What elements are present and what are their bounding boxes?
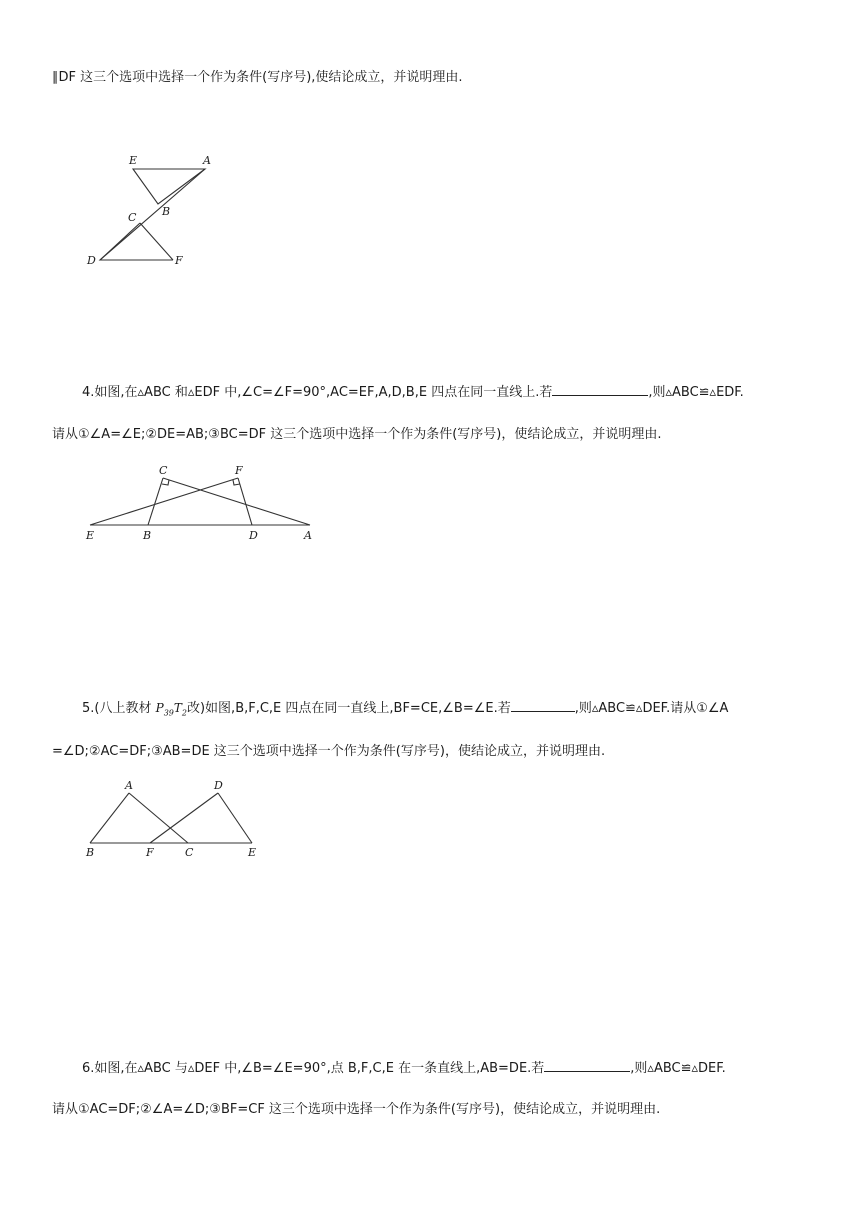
q5-text-part2: ,则▵ABC≌▵DEF.请从①∠A — [574, 701, 729, 716]
q3-label-d: D — [87, 254, 96, 267]
q5-label-c: C — [185, 846, 194, 859]
q5-task-letter: T — [173, 701, 182, 715]
q4-label-c: C — [159, 464, 168, 477]
q3-line-a-d — [100, 169, 205, 260]
q3-label-f: F — [175, 254, 183, 267]
q5-textbook-page — [155, 701, 187, 718]
q5-line-a-c — [129, 793, 188, 843]
q3-label-e: E — [129, 154, 138, 167]
q3-figure — [80, 150, 210, 270]
q5-task-number: 2 — [181, 708, 187, 718]
q4-label-d: D — [249, 529, 258, 542]
q4-label-f: F — [235, 464, 243, 477]
q6-text-line2: 请从①AC=DF;②∠A=∠D;③BF=CF 这三个选项中选择一个作为条件(写序号)，使结论成立，并说明理由. — [52, 1102, 661, 1117]
q3-label-a: A — [203, 154, 211, 167]
q3-line-c-f — [140, 223, 173, 260]
q4-figure — [80, 462, 330, 544]
q4-text-part2: ,则▵ABC≌▵EDF. — [648, 385, 744, 400]
q4-label-b: B — [143, 529, 152, 542]
q5-label-f: F — [146, 846, 154, 859]
q5-line2 — [52, 742, 605, 762]
q5-page-letter: P — [155, 701, 164, 715]
q4-line-c-b — [148, 478, 163, 525]
q5-answer-blank[interactable] — [511, 697, 575, 712]
q4-line-f-d — [238, 478, 252, 525]
q5-line-a-b — [90, 793, 129, 843]
q4-line-e-f — [90, 478, 238, 525]
q4-right-angle-c — [162, 480, 169, 485]
q6-line2 — [52, 1100, 660, 1120]
q4-line2 — [52, 425, 662, 445]
q6-answer-blank[interactable] — [544, 1057, 630, 1072]
q3-label-c: C — [128, 211, 137, 224]
q5-figure — [80, 776, 270, 860]
q5-page-number: 39 — [163, 708, 174, 718]
q6-text-part2: ,则▵ABC≌▵DEF. — [630, 1061, 726, 1076]
q5-label-b: B — [86, 846, 95, 859]
q5-text-line2: =∠D;②AC=DF;③AB=DE 这三个选项中选择一个作为条件(写序号)，使结论成立，并说明理由. — [52, 744, 606, 759]
q5-line-d-e — [218, 793, 252, 843]
q5-text-prefix: 5.(八上教材 — [82, 701, 156, 716]
q4-answer-blank[interactable] — [552, 381, 648, 396]
q3-label-b: B — [162, 205, 171, 218]
q5-label-d: D — [214, 779, 223, 792]
q3-text-tail: ∥DF 这三个选项中选择一个作为条件(写序号),使结论成立，并说明理由. — [52, 70, 463, 85]
q3-triangle-top — [133, 169, 205, 204]
q5-label-a: A — [125, 779, 133, 792]
q3-text — [52, 68, 463, 88]
q4-label-e: E — [86, 529, 95, 542]
q5-label-e: E — [248, 846, 257, 859]
q5-text-part1: 改)如图,B,F,C,E 四点在同一直线上,BF=CE,∠B=∠E.若 — [186, 701, 511, 716]
q4-text-line2: 请从①∠A=∠E;②DE=AB;③BC=DF 这三个选项中选择一个作为条件(写序号)，使结论成立，并说明理由. — [52, 427, 662, 442]
q6-line1 — [82, 1057, 726, 1079]
q6-text-part1: 6.如图,在▵ABC 与▵DEF 中,∠B=∠E=90°,点 B,F,C,E 在一条直线上,AB=DE.若 — [82, 1061, 545, 1076]
q5-line1 — [82, 697, 728, 723]
q4-label-a: A — [304, 529, 312, 542]
q5-line-d-f — [150, 793, 218, 843]
q4-line1 — [82, 381, 744, 403]
q4-text-part1: 4.如图,在▵ABC 和▵EDF 中,∠C=∠F=90°,AC=EF,A,D,B,E 四点在同一直线上.若 — [82, 385, 553, 400]
